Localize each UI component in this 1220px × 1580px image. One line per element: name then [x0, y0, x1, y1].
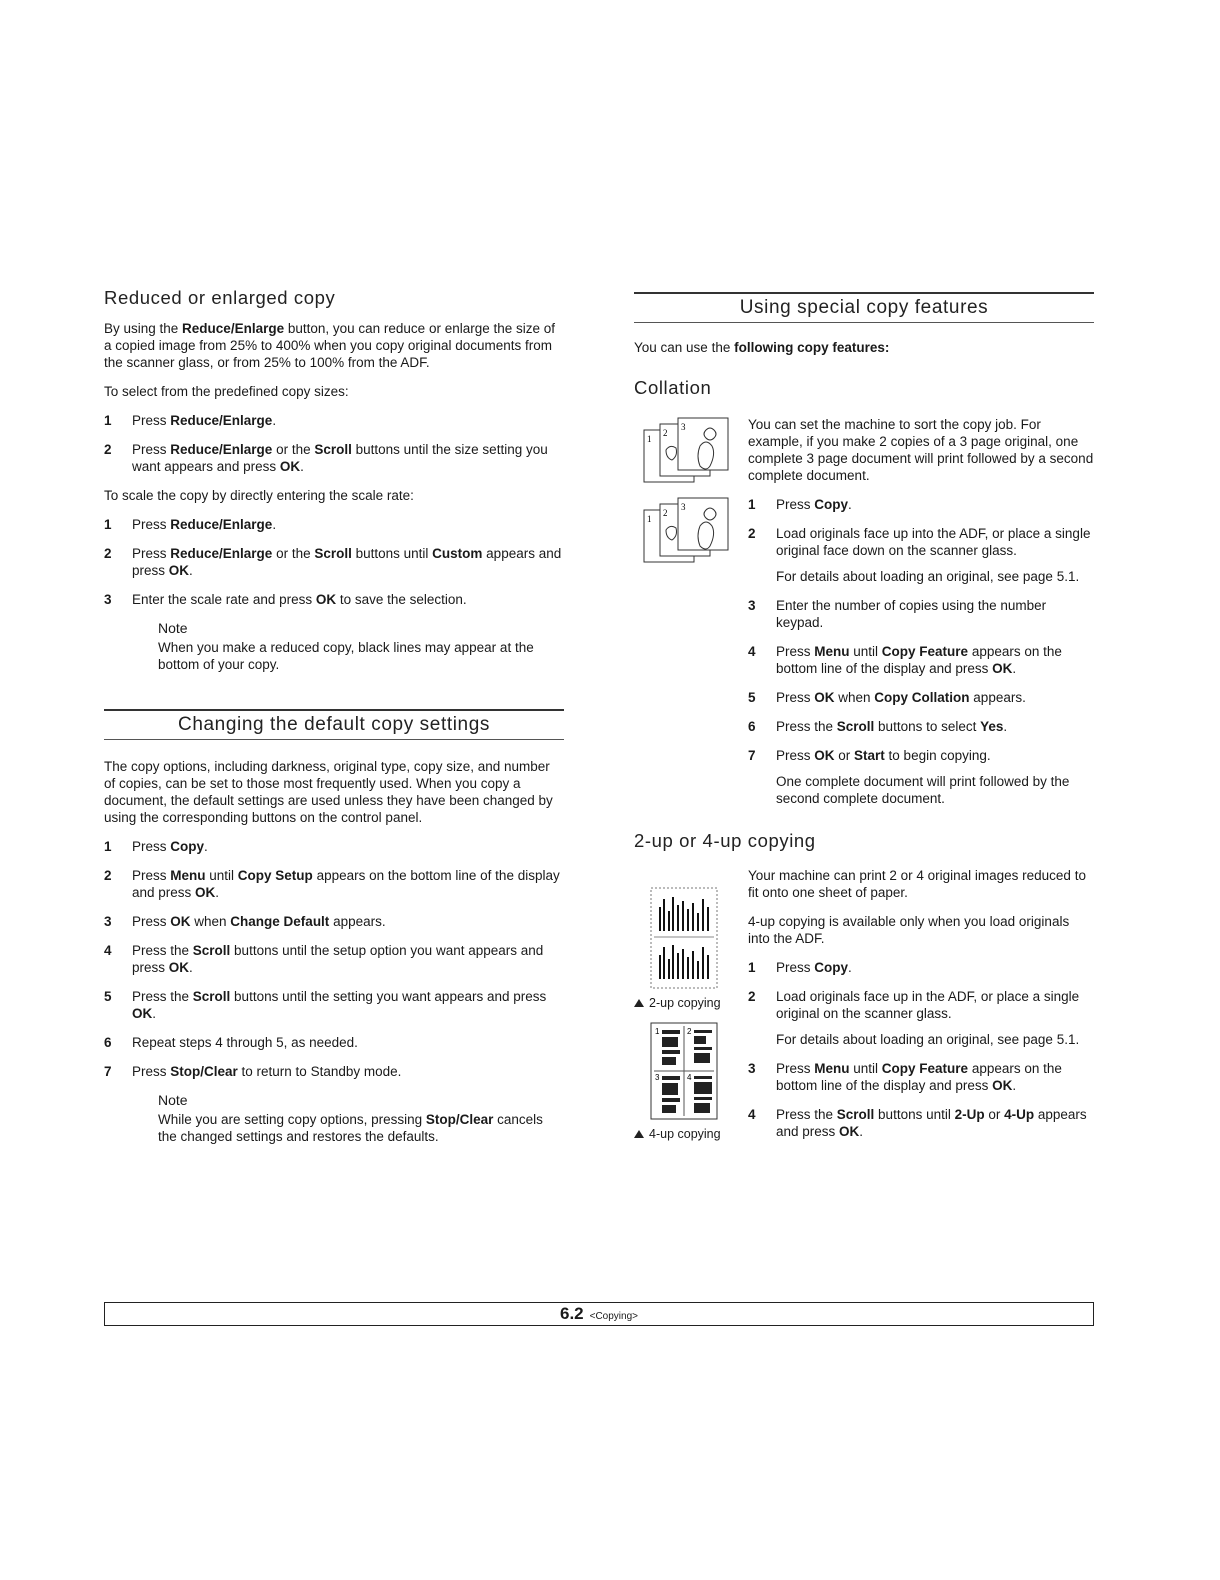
step-item: 1 Press Reduce/Enlarge.: [104, 413, 277, 428]
step-item: 3 Press Menu until Copy Feature appears on the bottom line of the display and press OK.: [748, 1061, 1062, 1093]
step-item: 4 Press the Scroll buttons until the setup option you want appears and press OK.: [104, 943, 544, 975]
scale-lead: To scale the copy by directly entering the scale rate:: [104, 488, 414, 503]
quad-num-2: 2: [687, 1027, 692, 1036]
four-up-illustration: [650, 1022, 720, 1122]
caption-4up: 4-up copying: [634, 1126, 744, 1143]
step-item: 4 Press the Scroll buttons until 2-Up or 4-Up appears and press OK.: [748, 1107, 1087, 1139]
section-heading-default: Changing the default copy settings: [104, 709, 564, 740]
nup-intro-1: Your machine can print 2 or 4 original images reduced to fit onto one sheet of paper.: [748, 868, 1086, 900]
predefined-lead: To select from the predefined copy sizes:: [104, 384, 349, 399]
two-up-illustration: [650, 887, 720, 991]
page-num-3: 3: [681, 422, 686, 432]
step-item: 3 Enter the number of copies using the number keypad.: [748, 598, 1047, 630]
page-num-1: 1: [647, 434, 652, 444]
nup-figures: [634, 867, 744, 1143]
section-heading-reduce: Reduced or enlarged copy: [104, 287, 336, 308]
page-num-2: 2: [663, 428, 668, 438]
quad-num-4: 4: [687, 1073, 692, 1082]
quad-num-3: 3: [655, 1073, 660, 1082]
default-steps: [104, 838, 564, 1080]
nup-text: [748, 867, 1094, 1140]
chapter-label: <Copying>: [589, 1311, 638, 1322]
step-item: 1 Press Copy.: [104, 839, 208, 854]
section-heading-special: Using special copy features: [634, 292, 1094, 323]
step-item: 1 Press Copy.: [748, 497, 852, 512]
nup-steps: [748, 959, 1094, 1140]
note-text: While you are setting copy options, pressing Stop/Clear cancels the changed settings and restores the defaults.: [158, 1112, 543, 1144]
page-number: 6.2: [559, 1304, 584, 1323]
caption-2up: 2-up copying: [634, 995, 744, 1012]
step-item: 5 Press the Scroll buttons until the setting you want appears and press OK.: [104, 989, 547, 1021]
note-reduce: [158, 620, 564, 673]
step-item: 3 Press OK when Change Default appears.: [104, 914, 386, 929]
special-intro: You can use the following copy features:: [634, 340, 890, 355]
step-item: 2 Press Reduce/Enlarge or the Scroll buttons until Custom appears and press OK.: [104, 546, 562, 578]
collated-set-2: [644, 498, 728, 562]
note-title: Note: [158, 1092, 188, 1108]
step-item: 7 Press Stop/Clear to return to Standby mode.: [104, 1064, 402, 1079]
collation-illustration: [634, 416, 734, 566]
step-item: 1 Press Copy.: [748, 960, 852, 975]
collation-steps: [748, 496, 1094, 807]
predefined-steps: [104, 412, 564, 475]
step-item: 7 Press OK or Start to begin copying. One complete document will print followed by the second complete document.: [748, 748, 1070, 806]
right-column: [634, 292, 1094, 1152]
step-item: 6 Repeat steps 4 through 5, as needed.: [104, 1035, 358, 1050]
reduce-intro: By using the Reduce/Enlarge button, you can reduce or enlarge the size of a copied image from 25% to 400% when you copy original documents from the scanner glass, or from 25% to 100% from the ADF.: [104, 321, 556, 370]
step-item: 5 Press OK when Copy Collation appears.: [748, 690, 1026, 705]
step-item: 2 Press Menu until Copy Setup appears on the bottom line of the display and press OK.: [104, 868, 560, 900]
step-item: 2 Load originals face up into the ADF, or place a single original face down on the scanner glass. For details about loading an original, see page 5.1.: [748, 526, 1091, 584]
page-footer: [104, 1302, 1094, 1326]
collated-set-1: [644, 418, 728, 482]
page-num-1: 1: [647, 514, 652, 524]
page-num-3: 3: [681, 502, 686, 512]
note-default: [158, 1092, 564, 1145]
collation-intro: You can set the machine to sort the copy job. For example, if you make 2 copies of a 3 page original, one complete 3 page document will print followed by a second complete document.: [748, 417, 1094, 483]
collation-block: [634, 416, 1094, 807]
nup-block: [634, 867, 1094, 1140]
step-item: 2 Press Reduce/Enlarge or the Scroll buttons until the size setting you want appears and press OK.: [104, 442, 548, 474]
page-num-2: 2: [663, 508, 668, 518]
triangle-icon: [634, 999, 644, 1007]
quad-num-1: 1: [655, 1027, 660, 1036]
step-item: 6 Press the Scroll buttons to select Yes.: [748, 719, 1008, 734]
scale-steps: [104, 516, 564, 608]
collation-text: [748, 416, 1094, 807]
section-heading-collation: Collation: [634, 377, 712, 398]
note-title: Note: [158, 620, 188, 636]
step-item: 3 Enter the scale rate and press OK to save the selection.: [104, 592, 467, 607]
step-item: 4 Press Menu until Copy Feature appears on the bottom line of the display and press OK.: [748, 644, 1062, 676]
triangle-icon: [634, 1130, 644, 1138]
nup-intro-2: 4-up copying is available only when you load originals into the ADF.: [748, 914, 1070, 946]
step-item: 2 Load originals face up in the ADF, or place a single original on the scanner glass. For details about loading an original, see page 5.1.: [748, 989, 1080, 1047]
collation-figures: [634, 416, 744, 570]
section-heading-nup: 2-up or 4-up copying: [634, 830, 816, 851]
note-text: When you make a reduced copy, black lines may appear at the bottom of your copy.: [158, 640, 534, 672]
step-item: 1 Press Reduce/Enlarge.: [104, 517, 277, 532]
default-intro: The copy options, including darkness, original type, copy size, and number of copies, can be set to those most frequently used. When you copy a document, the default settings are used unless they have been changed by using the corresponding buttons on the control panel.: [104, 759, 553, 825]
left-column: [104, 286, 564, 1145]
